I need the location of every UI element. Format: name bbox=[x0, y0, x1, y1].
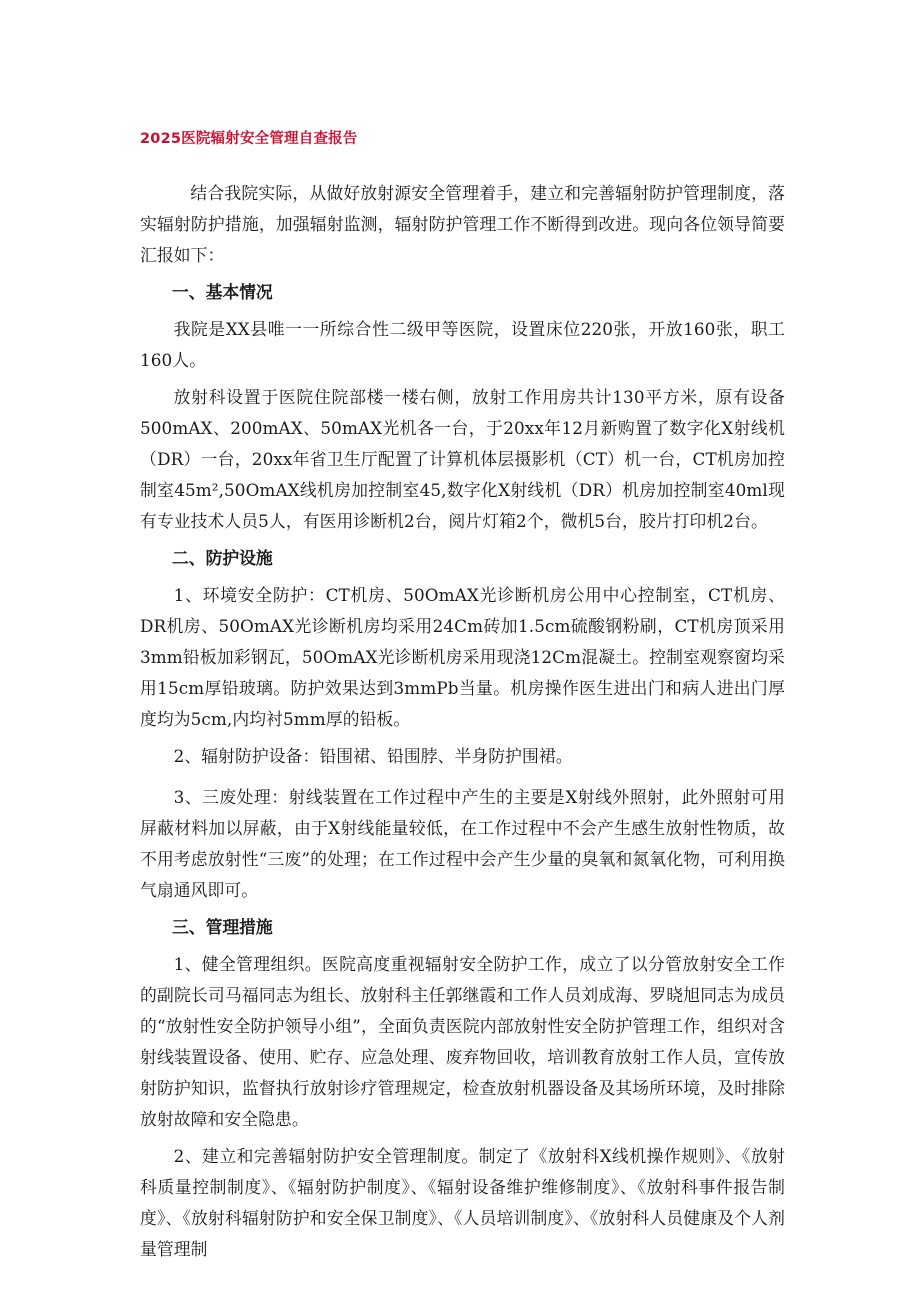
section-heading-protection: 二、防护设施 bbox=[172, 548, 273, 568]
paragraph-management-organization: 1、健全管理组织。医院高度重视辐射安全防护工作，成立了以分管放射安全工作的副院长司马福同志为组长、放射科主任郭继霞和工作人员刘成海、罗晓旭同志为成员的“放射性安全防护领导小组”，全面负责医院内部放射性安全防护管理工作，组织对含射线装置设备、使用、贮存、应急处理、废弃物回收，培训教育放射工作人员，宣传放射防护知识，监督执行放射诊疗管理规定，检查放射机器设备及其场所环境，及时排除放射故障和安全隐患。 bbox=[140, 954, 785, 1129]
intro-paragraph: 结合我院实际，从做好放射源安全管理着手，建立和完善辐射防护管理制度，落实辐射防护措施，加强辐射监测，辐射防护管理工作不断得到改进。现向各位领导简要汇报如下： bbox=[140, 183, 785, 265]
section-heading-basic-info: 一、基本情况 bbox=[172, 282, 273, 302]
document-title: 2025医院辐射安全管理自查报告 bbox=[140, 131, 358, 147]
document-body bbox=[140, 178, 785, 1271]
paragraph-protection-equipment: 2、辐射防护设备：铅围裙、铅围脖、半身防护围裙。 bbox=[173, 746, 573, 766]
section-heading-management: 三、管理措施 bbox=[172, 917, 273, 937]
paragraph-management-rules: 2、建立和完善辐射防护安全管理制度。制定了《放射科X线机操作规则》、《放射科质量控制制度》、《辐射防护制度》、《辐射设备维护维修制度》、《放射科事件报告制度》、《放射科辐射防护和安全保卫制度》、《人员培训制度》、《放射科人员健康及个人剂量管理制 bbox=[140, 1146, 785, 1259]
paragraph-environment-protection: 1、环境安全防护：CT机房、50OmAX光诊断机房公用中心控制室，CT机房、DR机房、50OmAX光诊断机房均采用24Cm砖加1.5cm硫酸钢粉刷，CT机房顶采用3mm铅板加彩钢瓦，50OmAX光诊断机房采用现浇12Cm混凝土。控制室观察窗均采用15cm厚铅玻璃。防护效果达到3mmPb当量。机房操作医生进出门和病人进出门厚度均为5cm,内均衬5mm厚的铅板。 bbox=[140, 585, 785, 729]
paragraph-waste-handling: 3、三废处理：射线装置在工作过程中产生的主要是X射线外照射，此外照射可用屏蔽材料加以屏蔽，由于X射线能量较低，在工作过程中不会产生感生放射性物质，故不用考虑放射性“三废”的处理；在工作过程中会产生少量的臭氧和氮氧化物，可利用换气扇通风即可。 bbox=[140, 787, 785, 900]
paragraph-hospital-overview: 我院是XX县唯一一所综合性二级甲等医院，设置床位220张，开放160张，职工160人。 bbox=[140, 319, 785, 370]
paragraph-radiology-facilities: 放射科设置于医院住院部楼一楼右侧，放射工作用房共计130平方米，原有设备500mAX、200mAX、50mAX光机各一台，于20xx年12月新购置了数字化X射线机（DR）一台，20xx年省卫生厅配置了计算机体层摄影机（CT）机一台，CT机房加控制室45m²,50OmAX线机房加控制室45,数字化X射线机（DR）机房加控制室40ml现有专业技术人员5人，有医用诊断机2台，阅片灯箱2个，微机5台，胶片打印机2台。 bbox=[140, 387, 785, 531]
